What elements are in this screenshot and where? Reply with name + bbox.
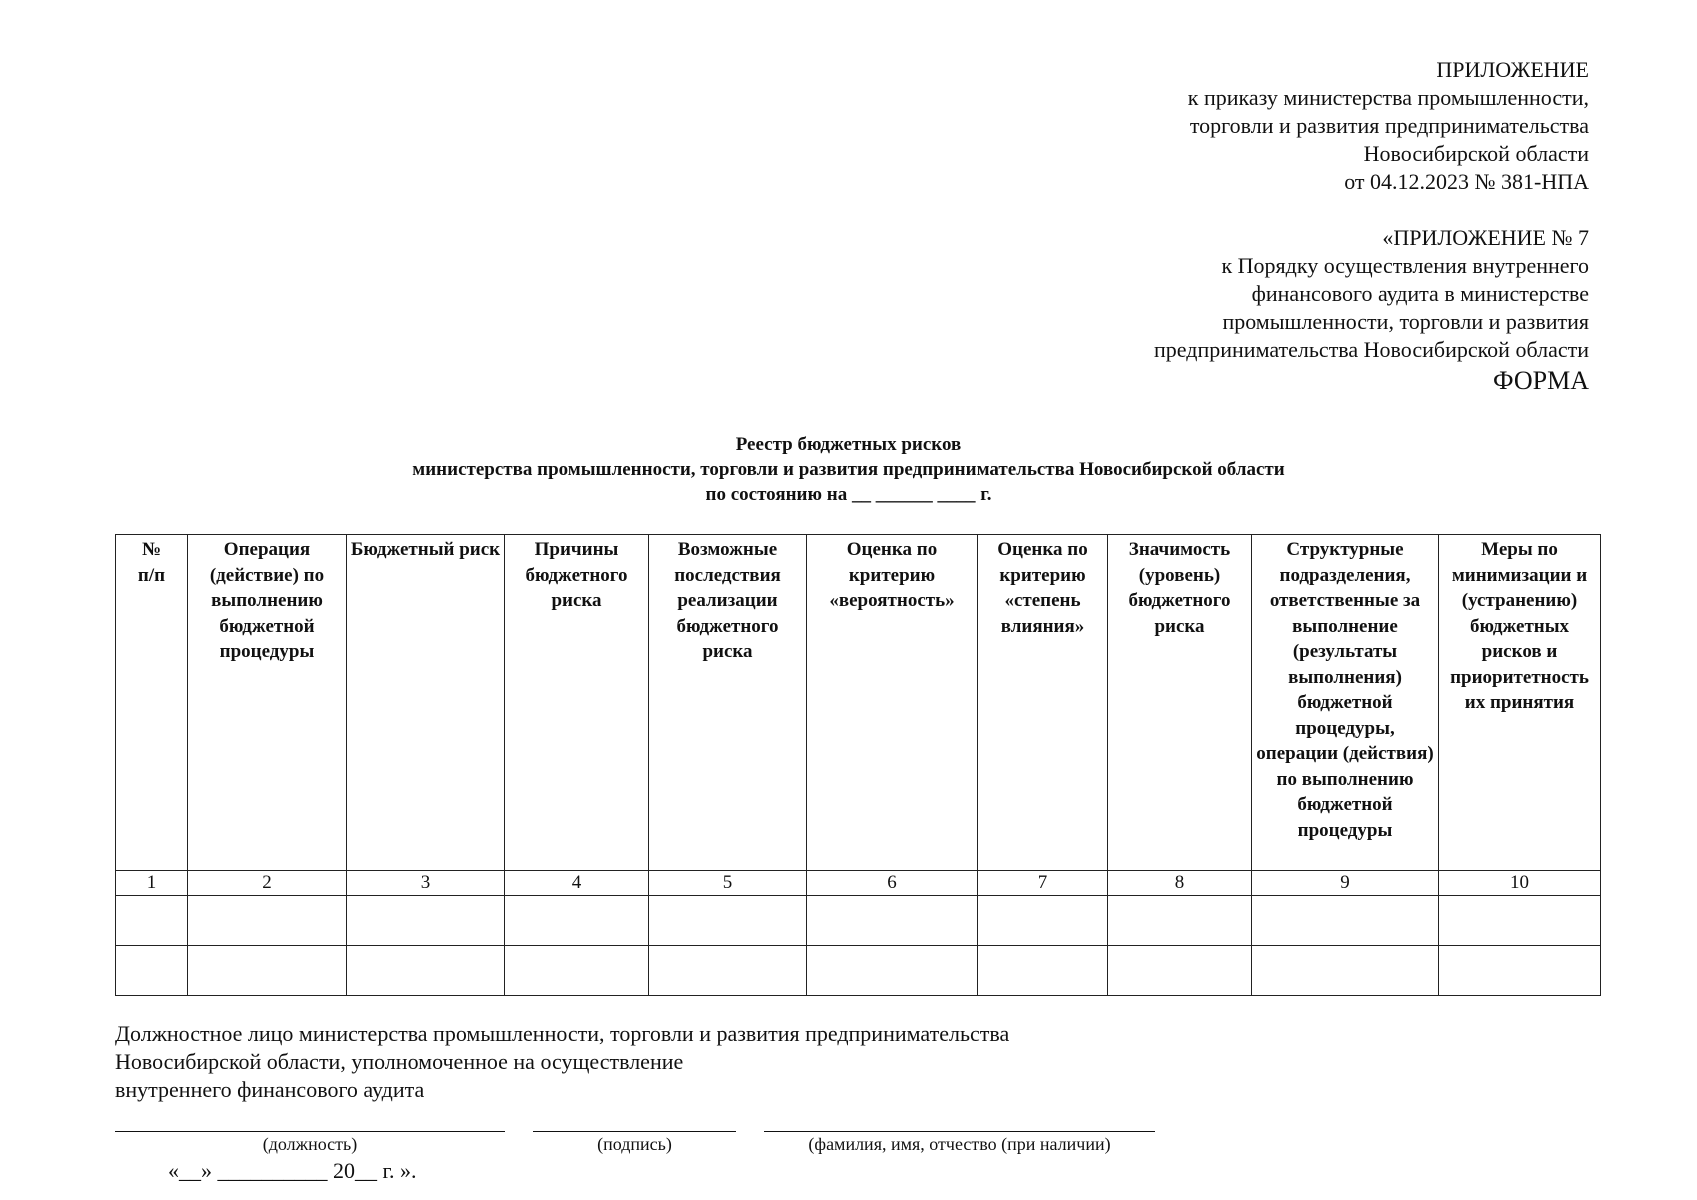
title-line-1: Реестр бюджетных рисков: [735, 434, 962, 455]
table-cell: [1108, 946, 1252, 996]
name-label: (фамилия, имя, отчество (при наличии): [808, 1134, 1111, 1154]
col-number-8: 8: [1108, 871, 1252, 896]
order-line-2: торговли и развития предпринимательства: [1189, 113, 1589, 138]
col-header-9: Структурные подразделения, ответственные за выполнение (результаты выполнения) бюджетной процедуры, операции (действия) по выполнению бюджетной процедуры: [1252, 535, 1439, 871]
table-cell: [347, 946, 505, 996]
col-number-7: 7: [978, 871, 1108, 896]
col-header-10: Меры по минимизации и (устранению) бюджетных рисков и приоритетность их принятия: [1439, 535, 1601, 871]
table-cell: [1252, 896, 1439, 946]
title-line-3: по состоянию на __ ______ ____ г.: [705, 484, 992, 505]
procedure-line-1: к Порядку осуществления внутреннего: [1221, 253, 1589, 278]
table-cell: [649, 896, 807, 946]
official-statement: [115, 1020, 1009, 1104]
col-header-4: Причины бюджетного риска: [505, 535, 649, 871]
appendix7-title: «ПРИЛОЖЕНИЕ № 7: [1382, 225, 1589, 250]
col-number-2: 2: [188, 871, 347, 896]
col-number-6: 6: [807, 871, 978, 896]
col-number-10: 10: [1439, 871, 1601, 896]
table-cell: [807, 946, 978, 996]
column-number-row: [116, 871, 1601, 896]
appendix-title: ПРИЛОЖЕНИЕ: [1436, 57, 1589, 82]
table-cell: [116, 946, 188, 996]
official-line-3: внутреннего финансового аудита: [115, 1077, 425, 1102]
table-cell: [978, 896, 1108, 946]
col-number-4: 4: [505, 871, 649, 896]
col-header-7: Оценка по критерию «степень влияния»: [978, 535, 1108, 871]
col-number-1: 1: [116, 871, 188, 896]
header-row: [116, 535, 1601, 871]
official-line-2: Новосибирской области, уполномоченное на осуществление: [115, 1049, 684, 1074]
order-line-1: к приказу министерства промышленности,: [1187, 85, 1589, 110]
col-header-5: Возможные последствия реализации бюджетного риска: [649, 535, 807, 871]
col-number-9: 9: [1252, 871, 1439, 896]
table-cell: [1439, 896, 1601, 946]
table-cell: [978, 946, 1108, 996]
col-number-3: 3: [347, 871, 505, 896]
table-cell: [649, 946, 807, 996]
position-label: (должность): [262, 1134, 358, 1154]
signature-label: (подпись): [597, 1134, 672, 1154]
table-row: [116, 946, 1601, 996]
col-header-3: Бюджетный риск: [347, 535, 505, 871]
procedure-line-3: промышленности, торговли и развития: [1222, 309, 1589, 334]
header-block: [1154, 56, 1589, 396]
order-line-4: от 04.12.2023 № 381-НПА: [1344, 169, 1589, 194]
table-cell: [188, 946, 347, 996]
table-cell: [1439, 946, 1601, 996]
table-cell: [1252, 946, 1439, 996]
name-line: [764, 1131, 1155, 1132]
col-header-8: Значимость (уровень) бюджетного риска: [1108, 535, 1252, 871]
col-number-5: 5: [649, 871, 807, 896]
table-cell: [347, 896, 505, 946]
position-line: [115, 1131, 505, 1132]
register-title: [0, 432, 1697, 507]
table-cell: [505, 946, 649, 996]
signature-line: [533, 1131, 736, 1132]
table-row: [116, 896, 1601, 946]
col-header-6: Оценка по критерию «вероятность»: [807, 535, 978, 871]
form-label: ФОРМА: [1493, 366, 1589, 395]
col-header-1: № п/п: [116, 535, 188, 871]
col-header-2: Операция (действие) по выполнению бюджетной процедуры: [188, 535, 347, 871]
table-cell: [116, 896, 188, 946]
procedure-line-4: предпринимательства Новосибирской области: [1154, 337, 1589, 362]
table-cell: [188, 896, 347, 946]
order-line-3: Новосибирской области: [1363, 141, 1589, 166]
title-line-2: министерства промышленности, торговли и развития предпринимательства Новосибирской области: [412, 459, 1285, 480]
table-cell: [1108, 896, 1252, 946]
table-cell: [807, 896, 978, 946]
date-line: «__» __________ 20__ г. ».: [168, 1158, 417, 1183]
official-line-1: Должностное лицо министерства промышленности, торговли и развития предпринимательства: [115, 1021, 1010, 1046]
procedure-line-2: финансового аудита в министерстве: [1251, 281, 1589, 306]
table-cell: [505, 896, 649, 946]
risk-register-table: [115, 534, 1601, 996]
